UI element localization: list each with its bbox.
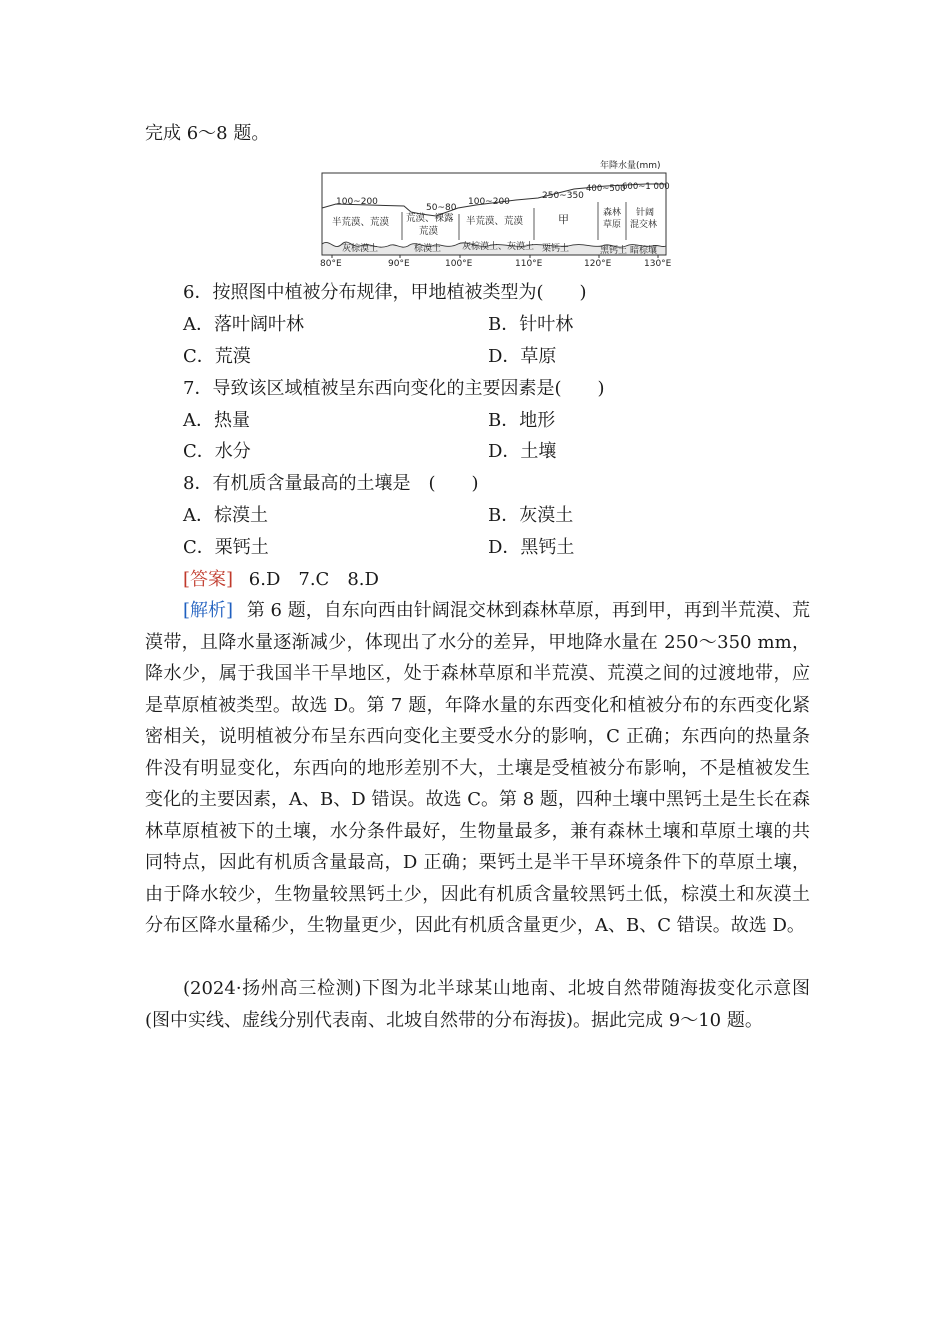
soil-label-chernozem: 黑钙土 [600,246,628,256]
veg-label-semi-desert-2: 半荒漠、荒漠 [466,216,524,227]
veg-label-forest: 森林 [603,208,622,218]
soil-label-brown: 棕漠土 [414,244,442,254]
precip-label-6: 600~1 000 [622,182,670,192]
intro-text: 完成 6～8 题。 [145,123,270,144]
precipitation-vegetation-diagram [316,156,678,268]
precip-label-2: 50~80 [426,203,457,213]
question-8-stem: 8．有机质含量最高的土壤是 ( ) [183,473,479,494]
question-8-option-b: B．灰漠土 [488,505,574,526]
veg-label-mixed-2: 混交林 [630,220,658,230]
precip-label-5: 400~500 [586,184,626,194]
precip-label-4: 250~350 [542,191,584,201]
question-6-stem: 6．按照图中植被分布规律，甲地植被类型为( ) [183,282,587,303]
axis-label-110: 110°E [515,259,543,268]
precip-label-3: 100~200 [468,197,510,207]
veg-label-desert-bare: 荒漠、裸露 [406,213,454,224]
diagram-unit-label: 年降水量(mm) [600,161,661,171]
question-8-option-c: C．栗钙土 [183,537,269,558]
axis-label-90: 90°E [388,259,410,268]
question-7-option-d: D．土壤 [488,441,557,462]
analysis-text: 第 6 题，自东向西由针阔混交林到森林草原，再到甲，再到半荒漠、荒漠带，且降水量逐渐减少，体现出了水分的差异，甲地降水量在 250～350 mm，降水少，属于我国半干旱地区，处于森林草原和半荒漠、荒漠之间的过渡地带，应是草原植被类型。故选 D。第 7 题，年降水量的东西变化和植被分布的东西变化紧密相关，说明植被分布呈东西向变化主要受水分的影响，C 正确；东西向的热量条件没有明显变化，东西向的地形差别不大，土壤是受植被分布影响，不是植被发生变化的主要因素，A、B、D 错误。故选 C。第 8 题，四种土壤中黑钙土是生长在森林草原植被下的土壤，水分条件最好，生物量最多，兼有森林土壤和草原土壤的共同特点，因此有机质含量最高，D 正确；栗钙土是半干旱环境条件下的草原土壤，由于降水较少，生物量较黑钙土少，因此有机质含量较黑钙土低，棕漠土和灰漠土分布区降水量稀少，生物量更少，因此有机质含量更少，A、B、C 错误。故选 D。 [145,600,810,936]
veg-label-semi-desert: 半荒漠、荒漠 [332,217,390,228]
answer-line [183,568,379,592]
analysis-label: [解析] [183,600,234,621]
question-7-option-c: C．水分 [183,441,251,462]
veg-label-desert: 荒漠 [419,226,439,237]
axis-label-100: 100°E [445,259,473,268]
question-6-option-d: D．草原 [488,346,557,367]
soil-label-chestnut: 栗钙土 [542,244,570,254]
veg-label-steppe: 草原 [603,220,622,230]
axis-label-130: 130°E [644,259,672,268]
veg-label-jia: 甲 [558,213,569,226]
question-7-stem: 7．导致该区域植被呈东西向变化的主要因素是( ) [183,378,605,399]
answer-text: 6.D 7.C 8.D [248,569,379,590]
precip-label-1: 100~200 [336,197,378,207]
question-6-option-b: B．针叶林 [488,314,574,335]
soil-label-dark-brown: 暗棕壤 [630,246,658,256]
veg-label-mixed-1: 针阔 [636,208,655,218]
question-6-option-a: A．落叶阔叶林 [183,314,304,335]
analysis-paragraph [145,595,810,942]
question-8-option-a: A．棕漠土 [183,505,268,526]
question-7-option-b: B．地形 [488,410,556,431]
question-6-option-c: C．荒漠 [183,346,251,367]
soil-label-grey: 灰棕漠土、灰漠土 [462,242,535,252]
next-question-intro: (2024·扬州高三检测)下图为北半球某山地南、北坡自然带随海拔变化示意图(图中实线、虚线分别代表南、北坡自然带的分布海拔)。据此完成 9～10 题。 [145,978,810,1031]
soil-label-grey-brown: 灰棕漠土 [342,244,379,254]
axis-label-80: 80°E [320,259,342,268]
answer-label: [答案] [183,569,234,590]
question-7-option-a: A．热量 [183,410,250,431]
axis-label-120: 120°E [584,259,612,268]
question-8-option-d: D．黑钙土 [488,537,575,558]
